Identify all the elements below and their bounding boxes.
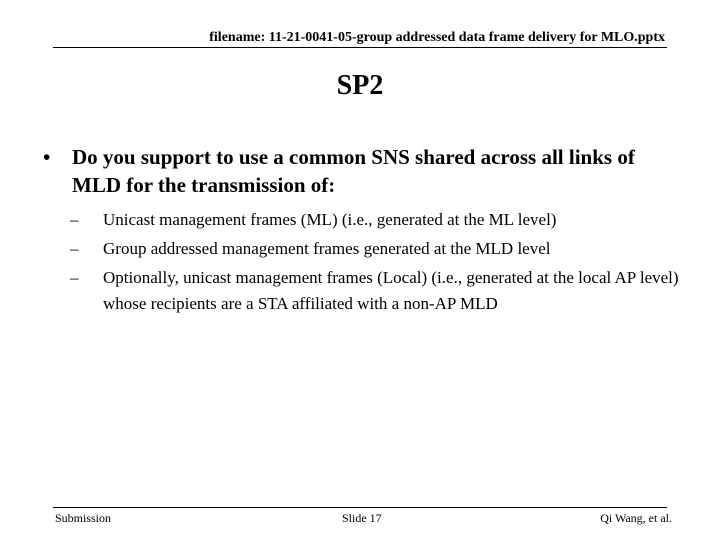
footer-submission: Submission	[55, 511, 112, 525]
sub-bullet-text: Optionally, unicast management frames (Local) (i.e., generated at the local AP level) whose recipients are a STA affiliated with a non-AP MLD	[103, 268, 679, 313]
main-bullet	[43, 143, 683, 199]
sub-bullet-text: Group addressed management frames generated at the MLD level	[103, 239, 551, 258]
sub-bullet-item	[70, 234, 680, 263]
sub-bullet-item	[70, 205, 680, 234]
header-divider	[53, 47, 667, 48]
sub-bullet-marker: –	[70, 268, 79, 287]
sub-bullet-marker: –	[70, 239, 79, 258]
main-bullet-text: Do you support to use a common SNS shared across all links of MLD for the transmission of:	[72, 145, 635, 197]
filename-header: filename: 11-21-0041-05-group addressed data frame delivery for MLO.pptx	[209, 30, 665, 45]
sub-bullet-list	[70, 205, 680, 317]
sub-bullet-marker: –	[70, 210, 79, 229]
sub-bullet-text: Unicast management frames (ML) (i.e., generated at the ML level)	[103, 210, 557, 229]
footer-divider	[53, 507, 667, 508]
slide-title: SP2	[336, 70, 384, 101]
bullet-marker: •	[43, 145, 51, 169]
sub-bullet-item	[70, 263, 680, 317]
footer-slide-number: Slide 17	[342, 511, 382, 525]
footer-author: Qi Wang, et al.	[600, 511, 672, 525]
